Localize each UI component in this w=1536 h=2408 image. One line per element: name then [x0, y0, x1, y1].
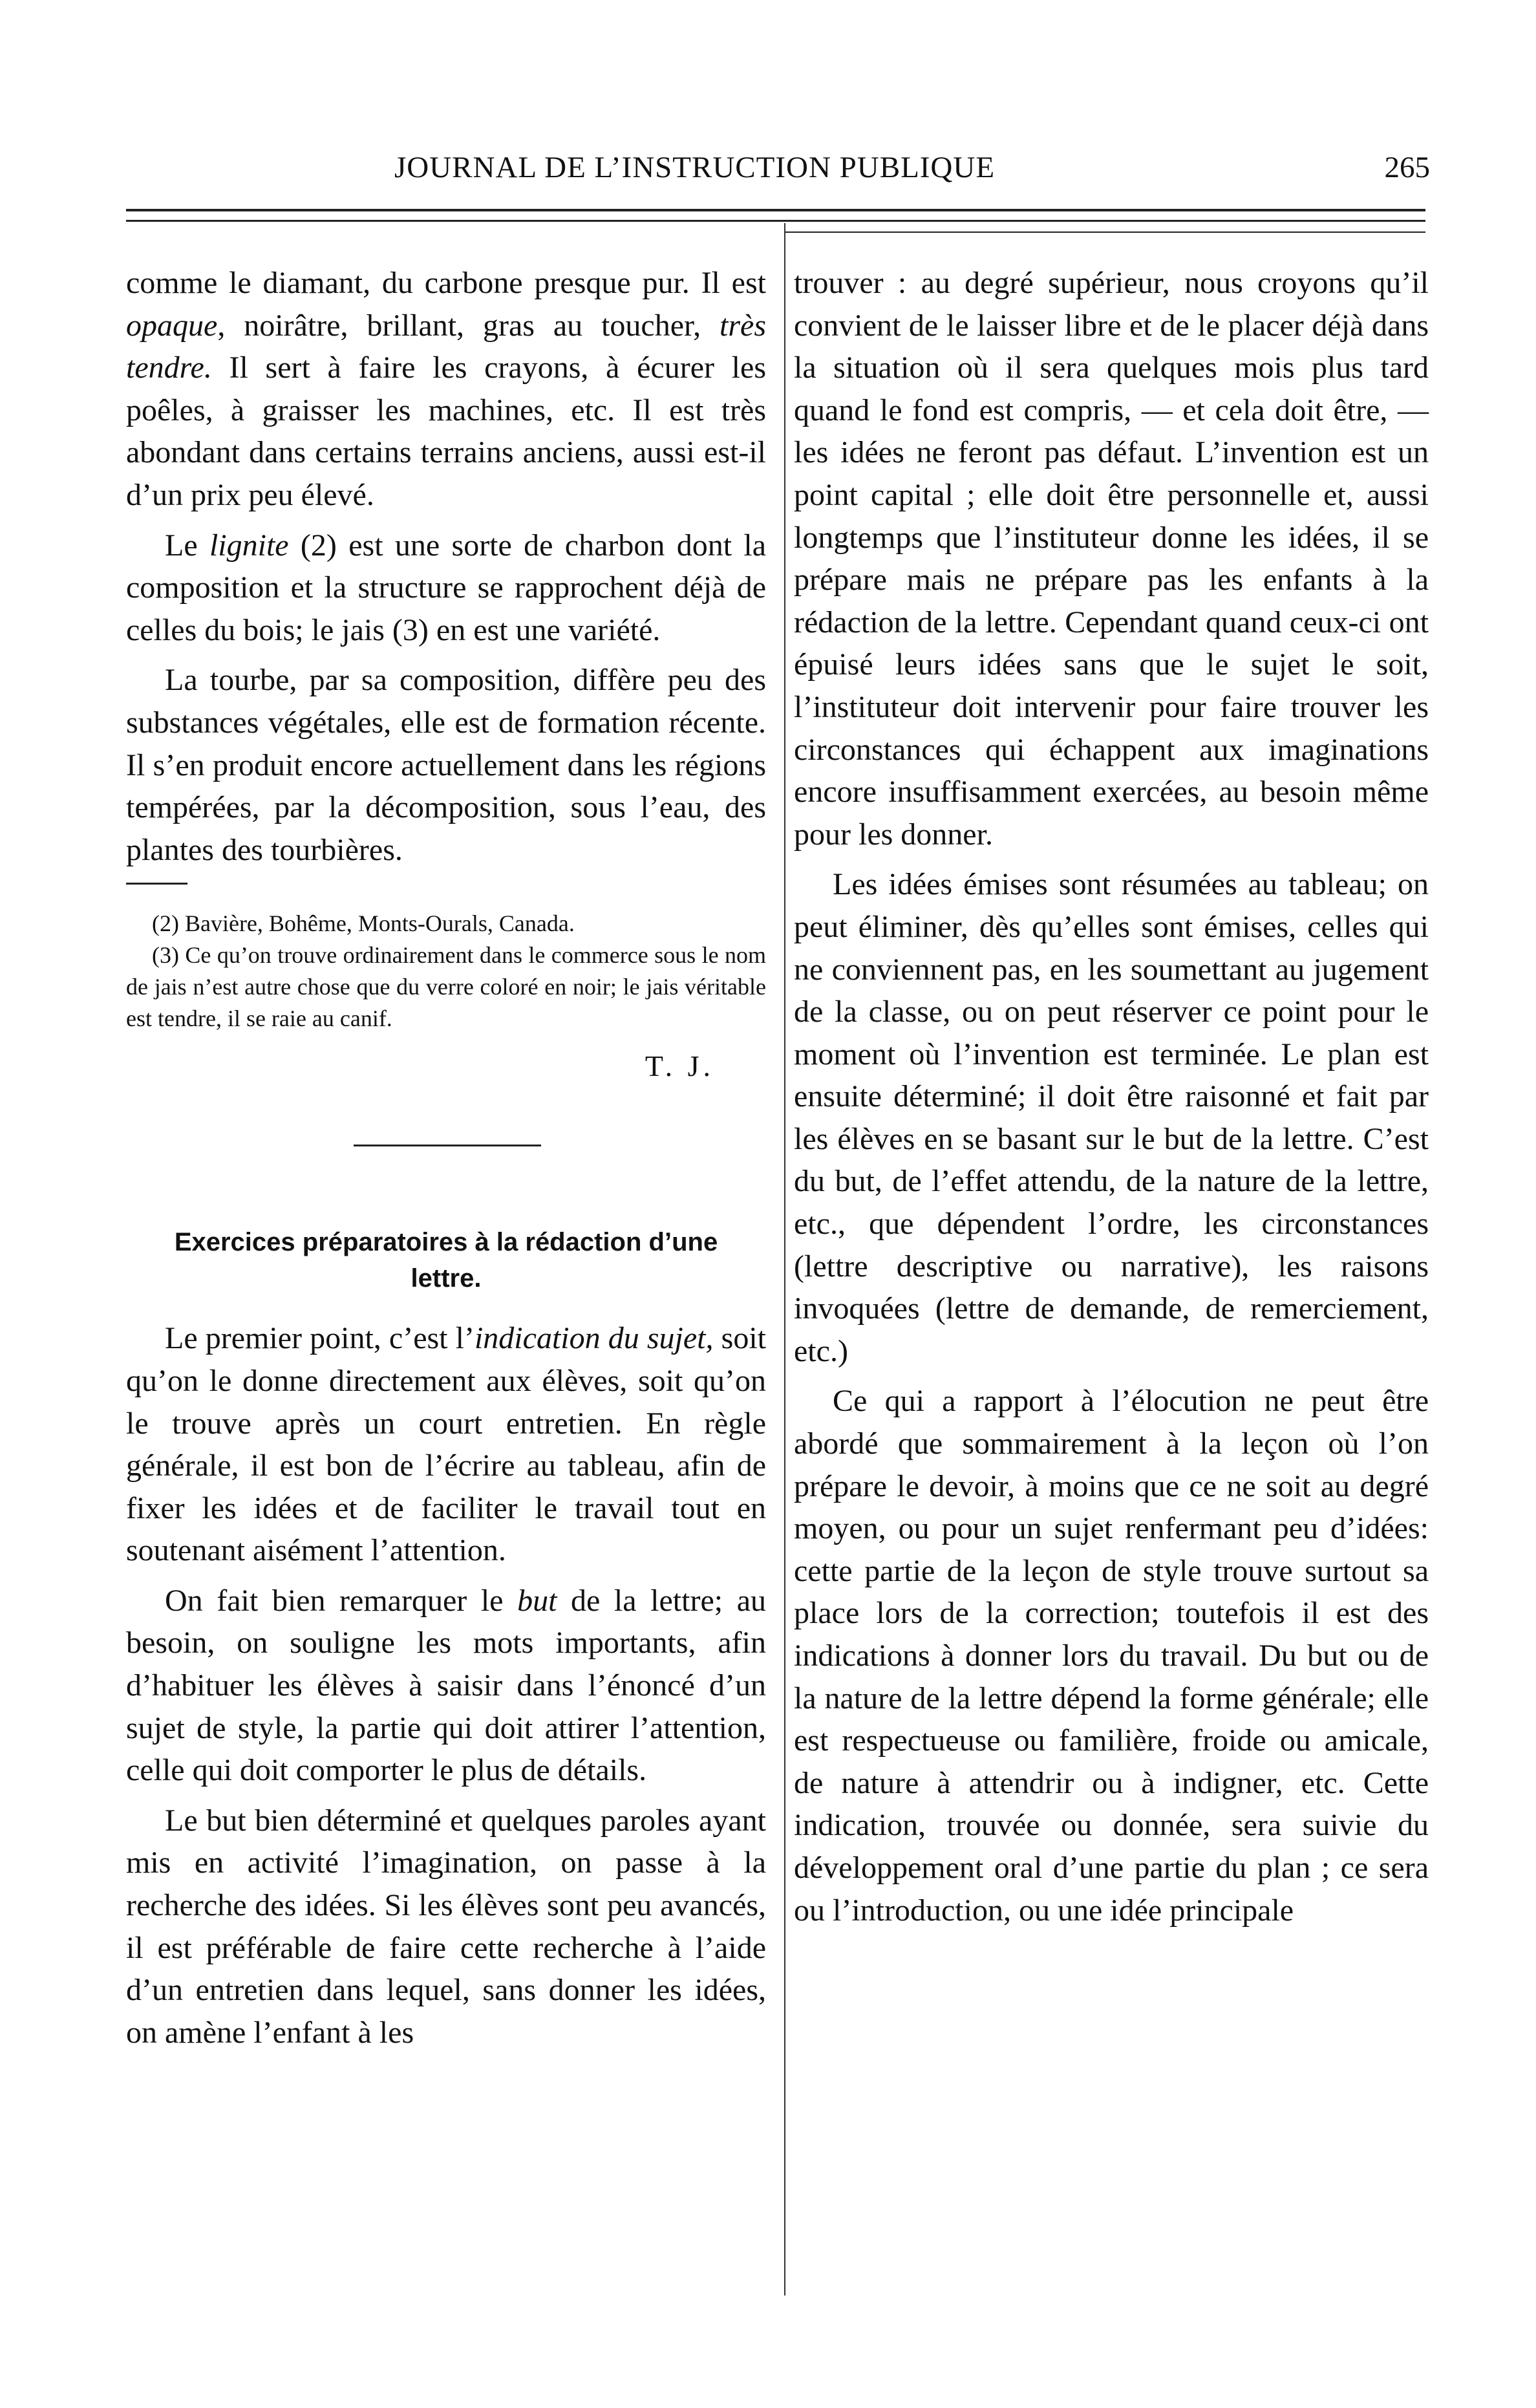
paragraph-plan: Les idées émises sont résumées au tableau; on peut éliminer, dès qu’elles sont émises, celles qui ne conviennent pas, en les soumettant au jugement de la classe, ou on peut réserver ce point pour le moment où l’invention est terminée. Le plan est ensuite déterminé; il doit être raisonné et fait par les élèves en se basant sur le but de la lettre. C’est du but, de l’effet attendu, de la nature de la lettre, etc., que dépendent l’ordre, les circonstances (lettre descriptive ou narrative), les raisons invoquées (lettre de demande, de remerciement, etc.) [794, 867, 1429, 1368]
italic-text: lignite [209, 528, 289, 563]
header-rule-middle [126, 220, 1425, 222]
paragraph-graphite [126, 262, 766, 517]
left-column [126, 262, 766, 2054]
paragraph-elocution: Ce qui a rapport à l’élocution ne peut être abordé que sommairement à la leçon où l’on prépare le devoir, à moins que ce ne soit au degré moyen, ou pour un sujet renfermant peu d’idées: cette partie de la leçon de style trouve surtout sa place lors de la correction; toutefois il est des indications à donner lors du travail. Du but ou de la nature de la lettre dépend la forme générale; elle est respectueuse ou familière, froide ou amicale, de nature à attendrir ou à indigner, etc. Cette indication, trouvée ou donnée, sera suivie du développement oral d’une partie du plan ; ce sera ou l’introduction, ou une idée principale [794, 1384, 1429, 1928]
journal-title: JOURNAL DE L’INSTRUCTION PUBLIQUE [394, 151, 996, 184]
italic-text: but [517, 1583, 557, 1618]
text-run: (2) est une sorte de charbon dont la composition et la structure se rapprochent déjà de celles du bois; le jais (3) en est une variété. [126, 528, 766, 647]
header-rule-top [126, 209, 1425, 211]
paragraph-lignite [126, 524, 766, 652]
footnote-rule [126, 883, 187, 885]
text-run: Le premier point, c’est l’ [165, 1321, 475, 1356]
right-column [794, 262, 1429, 1931]
paragraph-indication [126, 1317, 766, 1572]
paragraph-recherche: Le but bien déterminé et quelques paroles ayant mis en activité l’imagination, on passe à la recherche des idées. Si les élèves sont peu avancés, il est préférable de faire cette recherche à l’aide d’un entretien dans lequel, sans donner les idées, on amène l’enfant à les [126, 1803, 766, 2050]
section-title: Exercices préparatoires à la rédaction d’une lettre. [174, 1228, 718, 1293]
text-run: , noirâtre, brillant, gras au toucher, [217, 308, 720, 343]
paragraph-invention: trouver : au degré supérieur, nous croyons qu’il convient de le laisser libre et de le placer déjà dans la situation où il sera quelques mois plus tard quand le fond est compris, — et cela doit être, — les idées ne feront pas défaut. L’invention est un point capital ; elle doit être personnelle et, aussi longtemps que l’instituteur donne les idées, il se prépare mais ne prépare pas les enfants à la rédaction de la lettre. Cependant quand ceux-ci ont épuisé leurs idées sans que le sujet le soit, l’instituteur doit intervenir pour faire trouver les circonstances qui échappent aux imaginations encore insuffisamment exercées, au besoin même pour les donner. [794, 266, 1429, 852]
paragraph-tourbe: La tourbe, par sa composition, diffère peu des substances végétales, elle est de formation récente. Il s’en produit encore actuellement dans les régions tempérées, par la décomposition, sous l’eau, des plantes des tourbières. [126, 663, 766, 867]
paragraph-but [126, 1580, 766, 1792]
text-run: Il sert à faire les crayons, à écurer les poêles, à graisser les machines, etc. Il est très abondant dans certains terrains anciens, aussi est-il d’un prix peu élevé. [126, 350, 766, 512]
footnote-2: (2) Bavière, Bohême, Monts-Ourals, Canada. [152, 910, 575, 937]
italic-text: opaque [126, 308, 218, 343]
text-run: On fait bien remarquer le [165, 1583, 518, 1618]
text-run: de la lettre; au besoin, on souligne les mots importants, afin d’habituer les élèves à saisir dans l’énoncé d’un sujet de style, la partie qui doit attirer l’attention, celle qui doit comporter le plus de détails. [126, 1583, 767, 1788]
header-rule-bottom [785, 231, 1425, 233]
column-divider [784, 223, 785, 2295]
running-header [129, 150, 1430, 195]
italic-text: indication du sujet, [474, 1321, 714, 1356]
page-number: 265 [1384, 151, 1430, 184]
section-separator [354, 1145, 541, 1146]
author-signature: T. J. [645, 1049, 714, 1083]
footnote-3: (3) Ce qu’on trouve ordinairement dans le commerce sous le nom de jais n’est autre chose que du verre coloré en noir; le jais véritable est tendre, il se raie au canif. [126, 942, 766, 1032]
text-run: Le [165, 528, 209, 563]
italic-text: très tendre. [126, 308, 766, 385]
text-run: comme le diamant, du carbone presque pur. Il est [126, 266, 766, 300]
text-run: soit qu’on le donne directement aux élèves, soit qu’on le trouve après un court entretien. En règle générale, il est bon de l’écrire au tableau, afin de fixer les idées et de faciliter le travail tout en soutenant aisément l’attention. [126, 1321, 766, 1568]
